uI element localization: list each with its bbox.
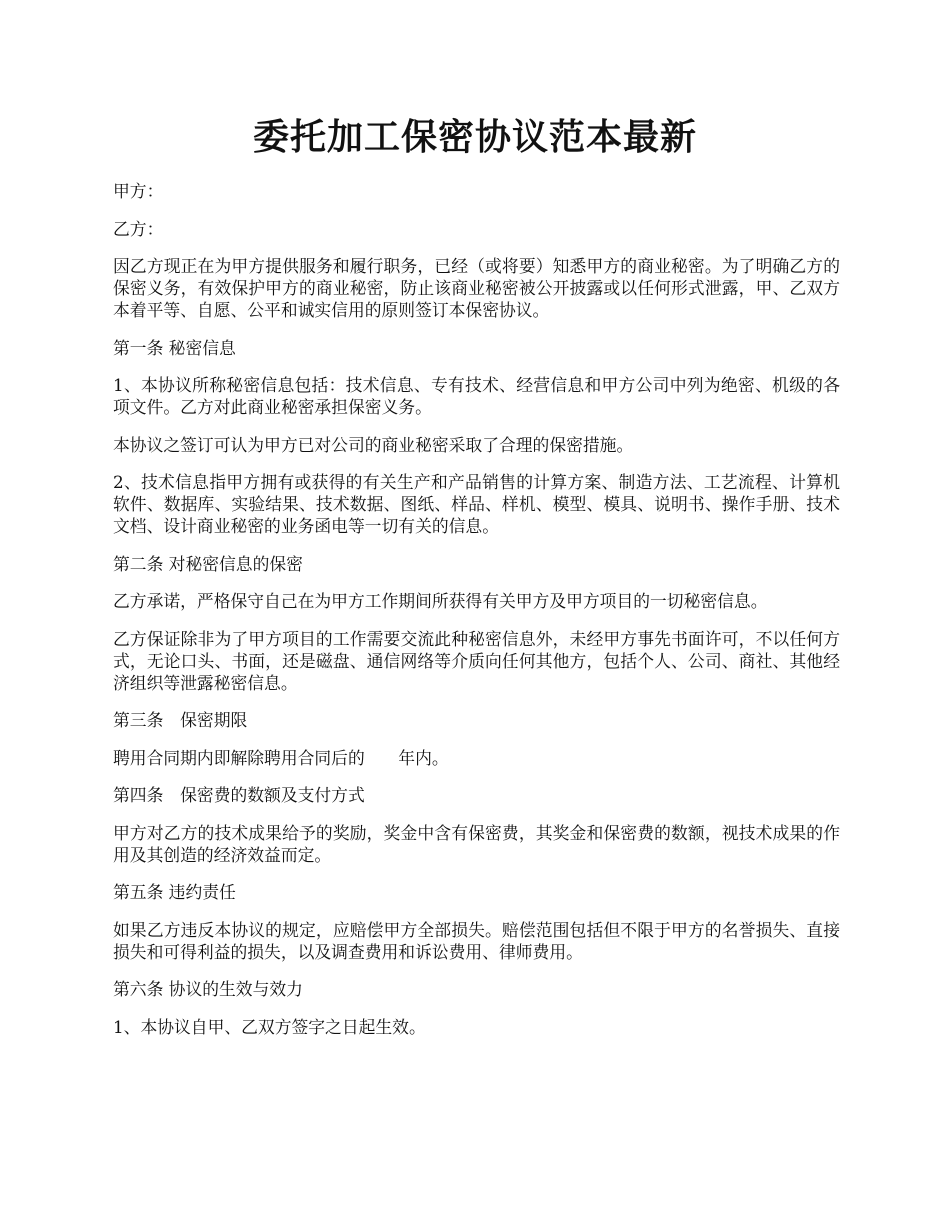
article-1-clause-1: 1、本协议所称秘密信息包括：技术信息、专有技术、经营信息和甲方公司中列为绝密、机级的各项文件。乙方对此商业秘密承担保密义务。	[113, 375, 840, 417]
document-title: 委托加工保密协议范本最新	[252, 116, 697, 158]
article-6-clause-1: 1、本协议自甲、乙双方签字之日起生效。	[113, 1016, 426, 1037]
article-2-paragraph-2: 乙方保证除非为了甲方项目的工作需要交流此种秘密信息外，未经甲方事先书面许可，不以任何方式，无论口头、书面，还是磁盘、通信网络等介质向任何其他方，包括个人、公司、商社、其他经济组织等泄露秘密信息。	[113, 628, 840, 693]
document-body	[113, 180, 840, 1053]
article-2-paragraph-1: 乙方承诺，严格保守自己在为甲方工作期间所获得有关甲方及甲方项目的一切秘密信息。	[113, 591, 768, 611]
article-1-heading: 第一条 秘密信息	[113, 337, 236, 358]
article-4-paragraph: 甲方对乙方的技术成果给予的奖励，奖金中含有保密费，其奖金和保密费的数额，视技术成果的作用及其创造的经济效益而定。	[113, 822, 840, 865]
article-5-heading: 第五条 违约责任	[113, 882, 236, 902]
article-2-heading: 第二条 对秘密信息的保密	[113, 553, 303, 574]
article-6-heading: 第六条 协议的生效与效力	[113, 979, 303, 999]
party-a-line: 甲方：	[113, 181, 164, 201]
article-3-heading: 第三条 保密期限	[113, 710, 248, 730]
article-1-note: 本协议之签订可认为甲方已对公司的商业秘密采取了合理的保密措施。	[113, 434, 634, 455]
article-4-heading: 第四条 保密费的数额及支付方式	[113, 785, 365, 805]
article-1-clause-2: 2、技术信息指甲方拥有或获得的有关生产和产品销售的计算方案、制造方法、工艺流程、计算机软件、数据库、实验结果、技术数据、图纸、样品、样机、模型、模具、说明书、操作手册、技术文档、设计商业秘密的业务函电等一切有关的信息。	[113, 472, 840, 536]
article-5-paragraph: 如果乙方违反本协议的规定，应赔偿甲方全部损失。赔偿范围包括但不限于甲方的名誉损失、直接损失和可得利益的损失，以及调查费用和诉讼费用、律师费用。	[113, 919, 840, 962]
party-b-line: 乙方：	[113, 218, 164, 239]
preamble-paragraph: 因乙方现正在为甲方提供服务和履行职务，已经（或将要）知悉甲方的商业秘密。为了明确乙方的保密义务，有效保护甲方的商业秘密，防止该商业秘密被公开披露或以任何形式泄露，甲、乙双方本着平等、自愿、公平和诚实信用的原则签订本保密协议。	[113, 256, 840, 320]
article-3-paragraph: 聘用合同期内即解除聘用合同后的 年内。	[113, 747, 449, 768]
